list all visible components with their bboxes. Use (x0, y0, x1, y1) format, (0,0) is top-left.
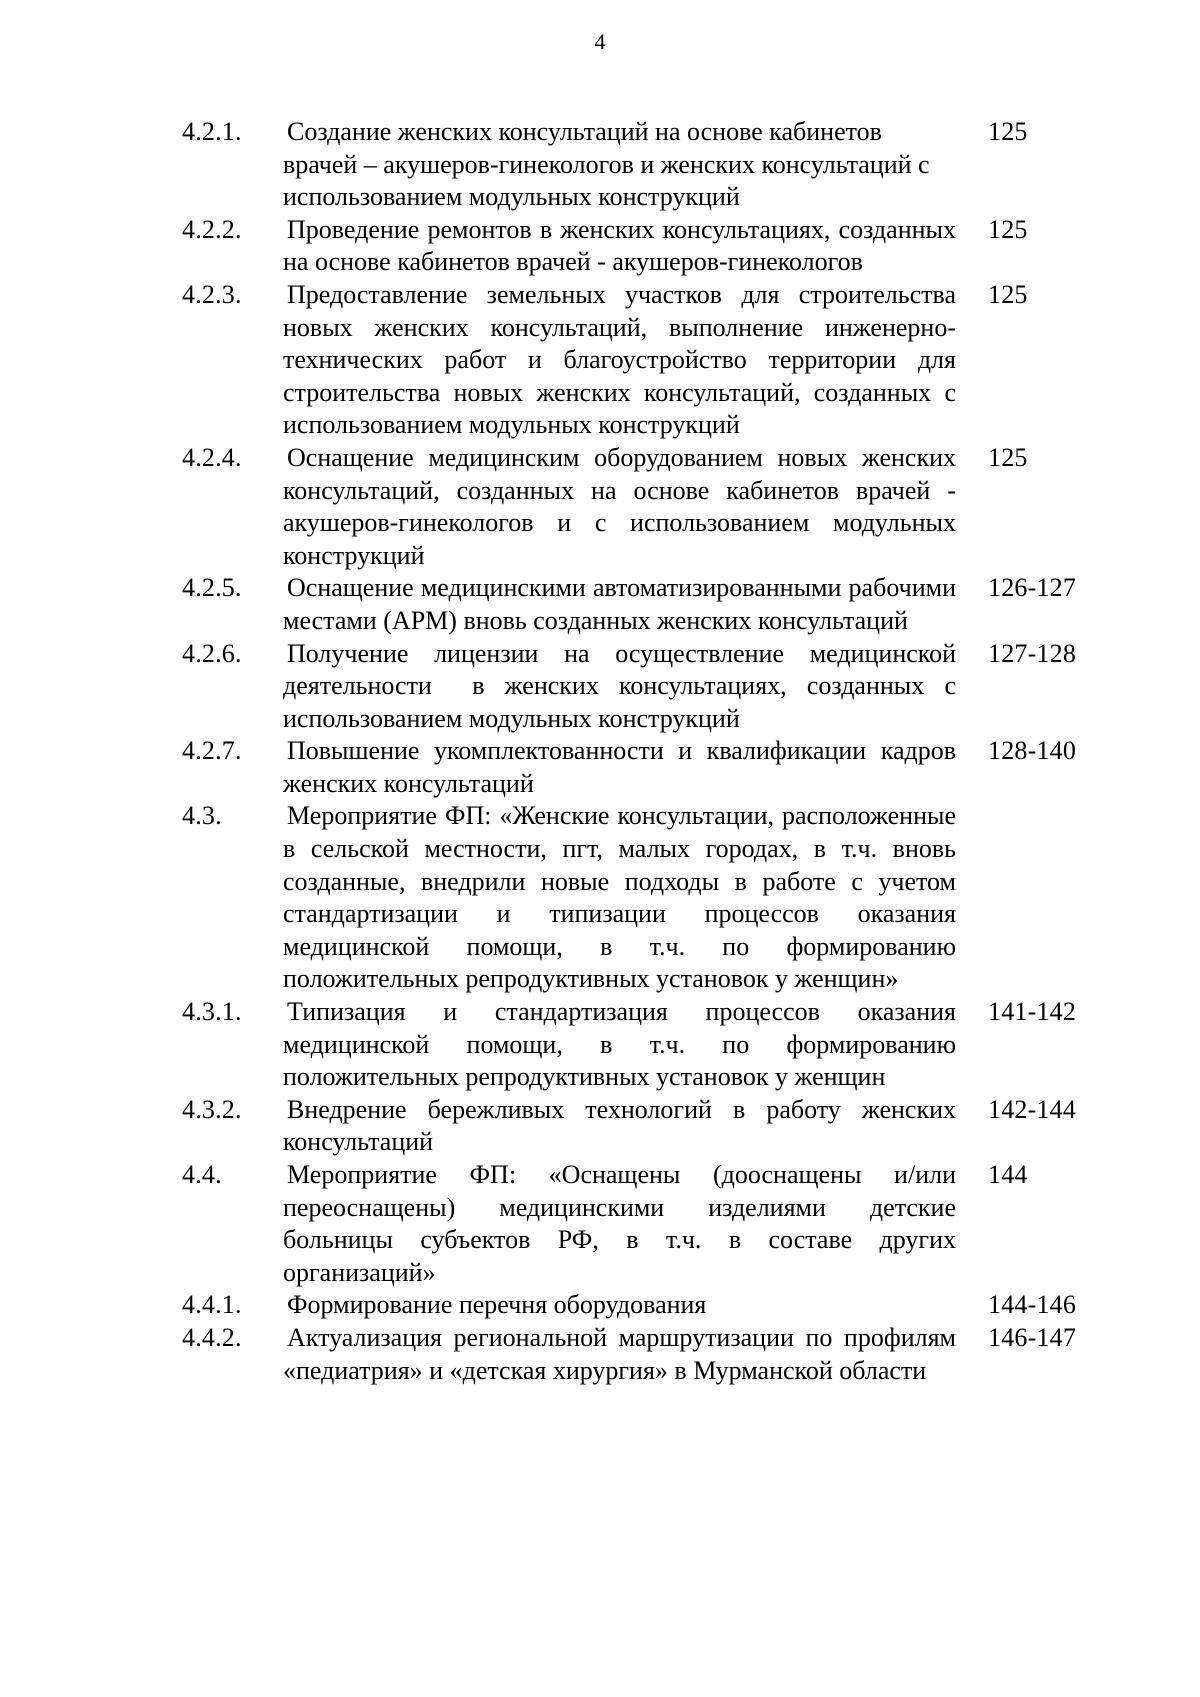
toc-entry-4-3-1 (0, 996, 1200, 1094)
toc-entry-title: Получение лицензии на осуществление медицинской деятельности в женских консультациях, созданных с использованием модульных конструкций (283, 638, 963, 733)
toc-entry-title: Мероприятие ФП: «Женские консультации, расположенные в сельской местности, пгт, малых городах, в т.ч. вновь созданные, внедрили новые подходы в работе с учетом стандартизации и типизации процессов оказания медицинской помощи, в т.ч. по формированию положительных репродуктивных установок у женщин» (283, 801, 963, 994)
toc-entry-4-2-7 (0, 735, 1200, 800)
toc-entry-number: 4.2.5. (182, 573, 242, 603)
toc-entry-4-2-2 (0, 214, 1200, 279)
toc-entry-number: 4.4.2. (182, 1322, 242, 1352)
toc-entry-4-3-2 (0, 1094, 1200, 1159)
table-of-contents (0, 116, 1200, 1387)
toc-entry-number: 4.4. (182, 1160, 222, 1189)
toc-entry-number: 4.2.6. (182, 638, 242, 668)
toc-entry-page: 126-127 (988, 573, 1077, 603)
toc-entry-page: 144 (988, 1160, 1028, 1189)
toc-entry-number: 4.3. (182, 801, 222, 831)
toc-entry-title: Формирование перечня оборудования (287, 1290, 707, 1320)
toc-entry-page: 142-144 (988, 1094, 1077, 1124)
toc-entry-title: Внедрение бережливых технологий в работу женских консультаций (283, 1094, 963, 1157)
toc-entry-title: Проведение ремонтов в женских консультациях, созданных на основе кабинетов врачей - акушеров-гинекологов (283, 214, 963, 277)
toc-entry-number: 4.2.7. (182, 736, 242, 766)
toc-entry-4-3 (0, 800, 1200, 996)
toc-entry-page: 146-147 (988, 1322, 1077, 1352)
toc-entry-page: 128-140 (988, 736, 1077, 766)
toc-entry-4-2-6 (0, 638, 1200, 736)
page-number: 4 (594, 29, 606, 54)
toc-entry-number: 4.2.2. (182, 214, 242, 244)
toc-entry-title: Предоставление земельных участков для строительства новых женских консультаций, выполнение инженерно-технических работ и благоустройство территории для строительства новых женских консультаций, созданных с использованием модульных конструкций (283, 279, 963, 440)
toc-entry-4-2-3 (0, 279, 1200, 442)
toc-entry-page: 144-146 (988, 1290, 1077, 1320)
toc-entry-title: Создание женских консультаций на основе кабинетов врачей – акушеров-гинекологов и женских консультаций с использованием модульных конструкций (283, 117, 937, 212)
toc-entry-page: 125 (988, 279, 1028, 309)
toc-entry-number: 4.2.4. (182, 442, 242, 472)
toc-entry-number: 4.2.3. (182, 279, 242, 309)
toc-entry-number: 4.3.2. (182, 1094, 242, 1124)
toc-entry-page: 125 (988, 442, 1028, 472)
toc-entry-4-2-4 (0, 442, 1200, 572)
toc-entry-title: Повышение укомплектованности и квалификации кадров женских консультаций (283, 736, 969, 798)
toc-entry-4-2-1 (0, 116, 1200, 214)
toc-entry-title: Мероприятие ФП: «Оснащены (дооснащены и/или переоснащены) медицинскими изделиями детские больницы субъектов РФ, в т.ч. в составе других организаций» (283, 1160, 963, 1287)
toc-entry-title: Оснащение медицинским оборудованием новых женских консультаций, созданных на основе кабинетов врачей - акушеров-гинекологов и с использованием модульных конструкций (283, 442, 963, 570)
toc-entry-title: Типизация и стандартизация процессов оказания медицинской помощи, в т.ч. по формированию положительных репродуктивных установок у женщин (283, 997, 963, 1092)
toc-entry-title: Оснащение медицинскими автоматизированными рабочими местами (АРМ) вновь созданных женских консультаций (283, 573, 963, 635)
toc-entry-page: 125 (988, 214, 1028, 244)
toc-entry-number: 4.2.1. (182, 117, 242, 146)
toc-entry-4-4-2 (0, 1322, 1200, 1387)
toc-entry-number: 4.3.1. (182, 997, 242, 1027)
toc-entry-page: 127-128 (988, 638, 1077, 668)
toc-entry-4-4 (0, 1159, 1200, 1289)
toc-entry-4-4-1 (0, 1289, 1200, 1322)
toc-entry-title: Актуализация региональной маршрутизации по профилям «педиатрия» и «детская хирургия» в Мурманской области (283, 1322, 963, 1385)
toc-entry-4-2-5 (0, 572, 1200, 637)
toc-entry-number: 4.4.1. (182, 1290, 242, 1320)
toc-entry-page: 125 (988, 117, 1028, 146)
toc-entry-page: 141-142 (988, 997, 1077, 1027)
